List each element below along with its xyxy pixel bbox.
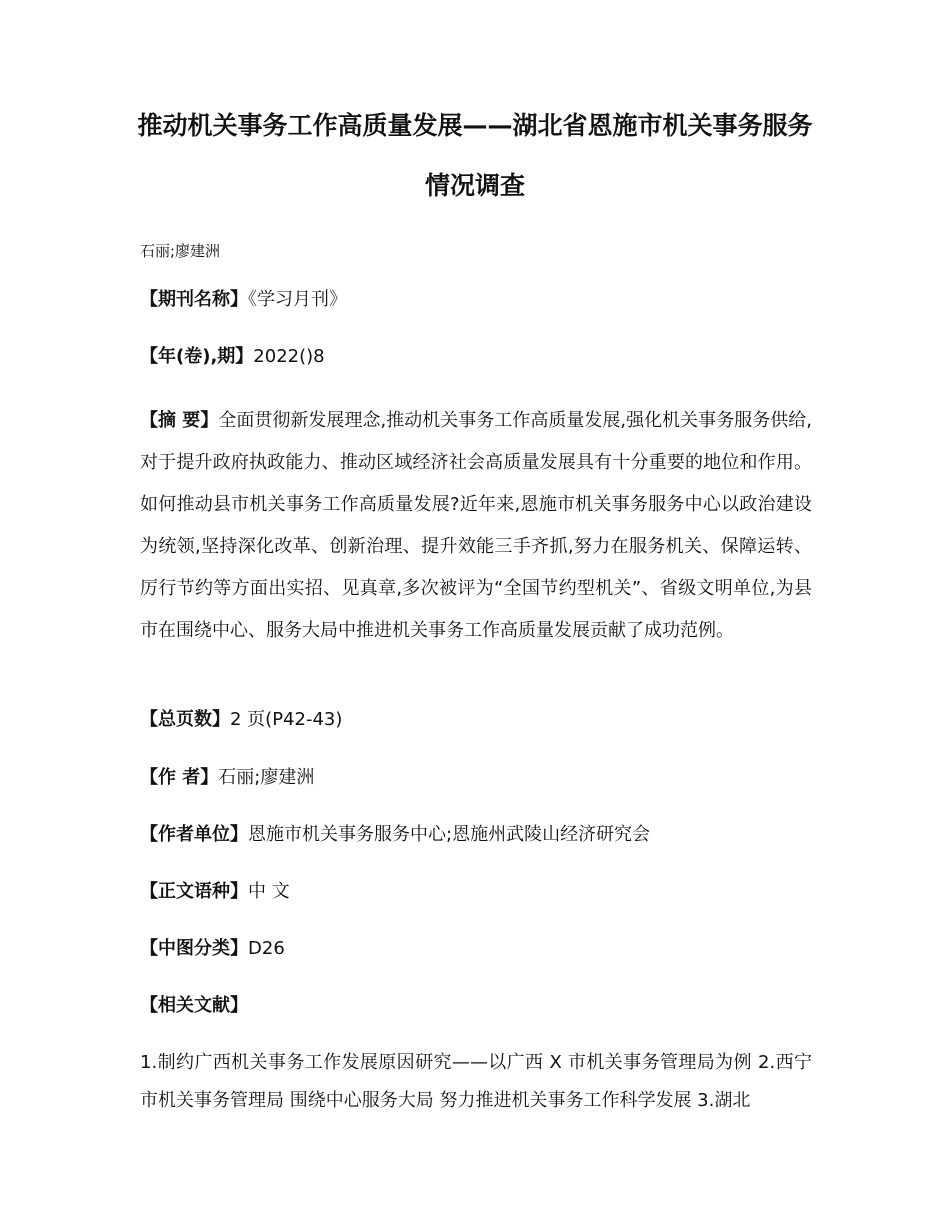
classification-value: D26 xyxy=(248,938,285,959)
abstract-text: 全面贯彻新发展理念,推动机关事务工作高质量发展,强化机关事务服务供给,对于提升政府执政能力、推动区域经济社会高质量发展具有十分重要的地位和作用。如何推动县市机关事务工作高质量发展?近年来,恩施市机关事务服务中心以政治建设为统领,坚持深化改革、创新治理、提升效能三手齐抓,努力在服务机关、保障运转、厉行节约等方面出实招、见真章,多次被评为“全国节约型机关”、省级文明单位,为县市在围绕中心、服务大局中推进机关事务工作高质量发展贡献了成功范例。 xyxy=(140,410,812,641)
year-issue-value: 2022()8 xyxy=(253,346,325,367)
document-title: 推动机关事务工作高质量发展——湖北省恩施市机关事务服务情况调查 xyxy=(137,111,813,200)
year-issue-label: 【年(卷),期】 xyxy=(140,346,254,367)
related-heading xyxy=(140,995,248,1017)
classification-field xyxy=(140,938,285,960)
journal-value: 《学习月刊》 xyxy=(248,289,347,310)
journal-label: 【期刊名称】 xyxy=(140,289,248,310)
classification-label: 【中图分类】 xyxy=(140,938,248,959)
language-value: 中 文 xyxy=(248,881,290,902)
journal-field xyxy=(140,289,347,311)
year-issue-field xyxy=(140,346,325,368)
affiliation-label: 【作者单位】 xyxy=(140,824,248,845)
pages-value: 2 页(P42-43) xyxy=(230,709,343,730)
authors-field xyxy=(140,767,314,789)
references-text: 1.制约广西机关事务工作发展原因研究——以广西 X 市机关事务管理局为例 2.西宁市机关事务管理局 围绕中心服务大局 努力推进机关事务工作科学发展 3.湖北 xyxy=(140,1052,812,1111)
related-label: 【相关文献】 xyxy=(140,995,248,1016)
pages-label: 【总页数】 xyxy=(140,709,230,730)
affiliation-field xyxy=(140,824,650,846)
language-field xyxy=(140,881,290,903)
abstract-field xyxy=(140,400,812,652)
language-label: 【正文语种】 xyxy=(140,881,248,902)
authors-label: 【作 者】 xyxy=(140,767,219,788)
affiliation-value: 恩施市机关事务服务中心;恩施州武陵山经济研究会 xyxy=(248,824,651,845)
authors-value: 石丽;廖建洲 xyxy=(218,767,315,788)
pages-field xyxy=(140,709,342,731)
abstract-label: 【摘 要】 xyxy=(140,410,219,431)
author-line: 石丽;廖建洲 xyxy=(140,242,221,260)
